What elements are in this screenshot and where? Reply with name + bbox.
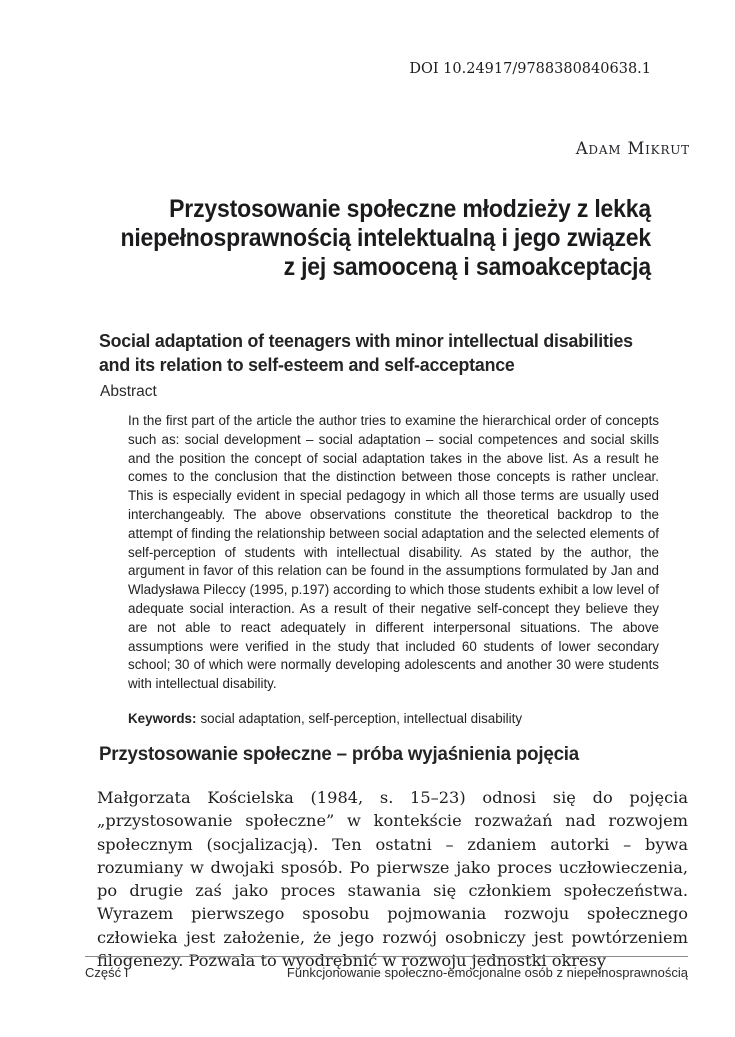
author-name: Adam Mikrut [575, 139, 690, 158]
doi-text: DOI 10.24917/9788380840638.1 [409, 61, 651, 77]
article-title-pl [99, 195, 651, 282]
footer-rule [85, 956, 688, 957]
keywords-line [128, 711, 522, 726]
article-title-en [99, 329, 633, 377]
keywords-list: social adaptation, self-perception, intellectual disability [200, 711, 523, 726]
keywords-label: Keywords: [128, 711, 197, 726]
abstract-body: In the first part of the article the author tries to examine the hierarchical order of concepts such as: social development – social adaptation – social competences and social skills and the position the concept of social adaptation takes in the above list. As a result he comes to the conclusion that the distinction between those concepts is rather unclear. This is especially evident in special pedagogy in which all those terms are usually used interchangeably. The above observations constitute the theoretical backdrop to the attempt of finding the relationship between social adaptation and the selected elements of self-perception of students with intellectual disability. As stated by the author, the argument in favor of this relation can be found in the assumptions formulated by Jan and Wladysława Pileccy (1995, p.197) according to which those students exhibit a low level of adequate social interaction. As a result of their negative self-concept they believe they are not able to react adequately in different interpersonal situations. The above assumptions were verified in the study that included 60 students of lower secondary school; 30 of which were normally developing adolescents and another 30 were students with intellectual disability. [128, 413, 659, 692]
article-title-en-line1: Social adaptation of teenagers with minor intellectual disabilities [99, 330, 633, 351]
article-title-pl-line3: z jej samooceną i samoakceptacją [283, 253, 651, 281]
article-title-pl-line2: niepełnosprawnością intelektualną i jego związek [120, 224, 651, 252]
footer-running-title: Funkcjonowanie społeczno-emocjonalne osób z niepełnosprawnością [286, 965, 688, 980]
section-heading: Przystosowanie społeczne – próba wyjaśnienia pojęcia [99, 743, 580, 765]
footer-part-label: Część I [85, 965, 129, 980]
article-title-en-line2: and its relation to self-esteem and self-acceptance [99, 354, 515, 375]
abstract-label: Abstract [100, 383, 157, 400]
article-title-pl-line1: Przystosowanie społeczne młodzieży z lekką [169, 195, 651, 223]
body-paragraph: Małgorzata Kościelska (1984, s. 15–23) odnosi się do pojęcia „przystosowanie społeczne” w kontekście rozważań nad rozwojem społecznym (socjalizacją). Ten ostatni – zdaniem autorki – bywa rozumiany w dwojaki sposób. Po pierwsze jako proces uczłowieczenia, po drugie zaś jako proces stawania się członkiem społeczeństwa. Wyrazem pierwszego sposobu pojmowania rozwoju społecznego człowieka jest założenie, że jego rozwój osobniczy jest powtórzeniem filogenezy. Pozwala to wyodrębnić w rozwoju jednostki okresy [97, 788, 688, 971]
